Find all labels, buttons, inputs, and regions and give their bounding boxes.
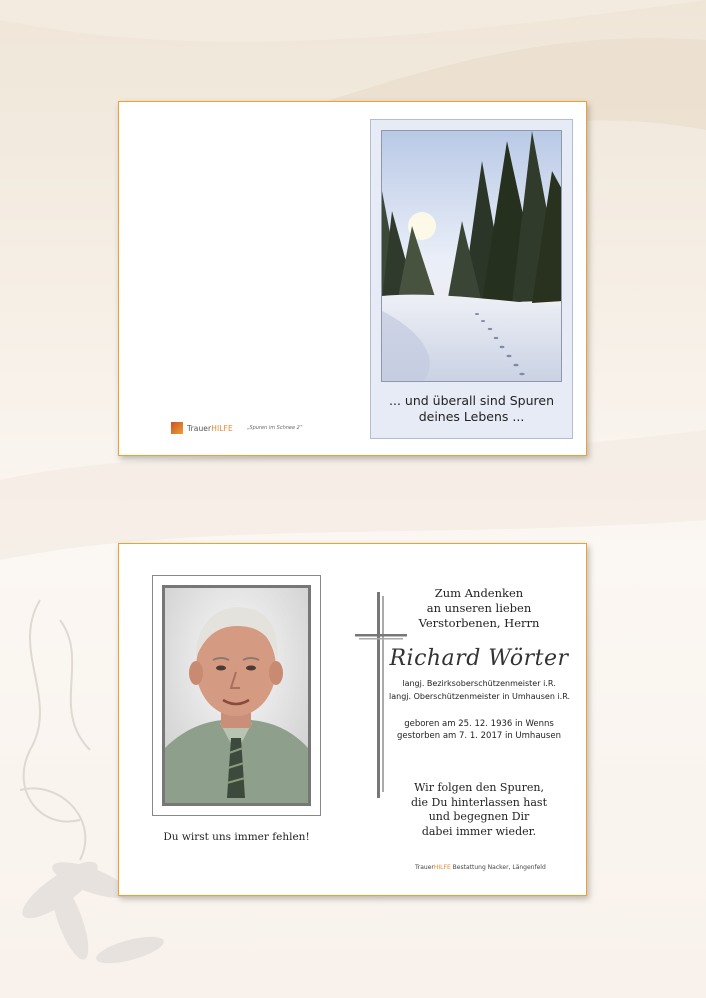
cover-panel (370, 119, 573, 439)
life-dates (389, 718, 569, 742)
verse-line: die Du hinterlassen hast (410, 795, 547, 809)
title-line: langj. Bezirksoberschützenmeister i.R. (402, 679, 556, 688)
intro-line: Verstorbenen, Herrn (418, 616, 540, 630)
death-date: gestorben am 7. 1. 2017 in Umhausen (397, 731, 561, 741)
title-line: langj. Oberschützenmeister in Umhausen i.R. (389, 692, 571, 701)
verse-line: Wir folgen den Spuren, (414, 781, 544, 794)
cover-caption (371, 393, 572, 425)
birth-date: geboren am 25. 12. 1936 in Wenns (404, 719, 554, 729)
snowy-forest-photo (381, 130, 562, 382)
brand-logo-icon (171, 422, 183, 434)
portrait-caption: Du wirst uns immer fehlen! (163, 831, 310, 843)
intro-line: an unseren lieben (426, 601, 532, 615)
footer-brand: TrauerHILFE Bestattung Nacker, Längenfeld (415, 864, 546, 871)
deceased-name: Richard Wörter (389, 646, 569, 671)
card-inside (118, 543, 587, 896)
memorial-verse (389, 781, 569, 839)
card-front (118, 101, 587, 456)
verse-line: dabei immer wieder. (421, 824, 537, 838)
brand-mark (171, 422, 302, 434)
portrait-frame (152, 575, 321, 816)
cover-caption-line2: deines Lebens ... (418, 409, 525, 424)
intro-line: Zum Andenken (434, 586, 524, 600)
cover-caption-line1: ... und überall sind Spuren (389, 393, 554, 408)
brand-name: TrauerHILFE (187, 423, 233, 433)
titles-text (389, 677, 569, 703)
intro-text (389, 586, 569, 631)
brand-subtitle: „Spuren im Schnee 2“ (246, 425, 303, 431)
verse-line: und begegnen Dir (428, 810, 530, 823)
forest-image (382, 131, 562, 382)
portrait-image (165, 588, 308, 803)
portrait-photo (162, 585, 311, 806)
